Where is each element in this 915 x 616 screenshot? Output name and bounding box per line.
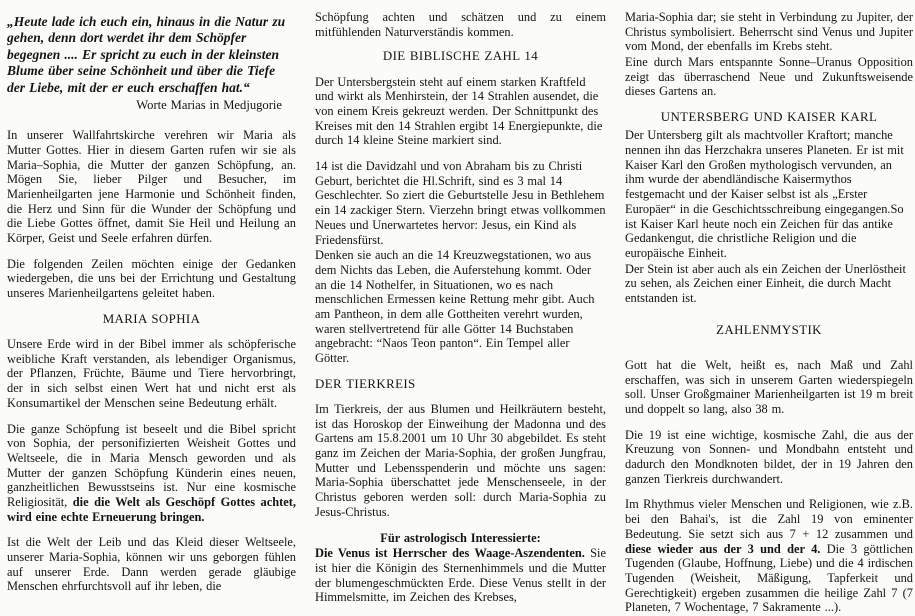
section-heading [625, 110, 913, 125]
section-heading [7, 312, 296, 327]
text-run: MARIA SOPHIA [102, 311, 201, 326]
column-right [625, 10, 913, 616]
text-run: Der Untersberg gilt als machtvoller Kraftort; manche nennen ihn das Herzchakra unseres Planeten. Er ist mit Kaiser Karl den Großen mythologisch vervunden, an ihm wurde der abendländische Kaisermythos festgemacht und der Kaiser selbst ist als „Erster Europäer“ in die Geschichtsschreibung eingegangen.So ist Kaiser Karl heute noch ein Zeichen für das antike Gedankengut, die christliche Religion und die europäische Einheit. [625, 128, 904, 260]
paragraph [625, 497, 913, 615]
text-run: Worte Marias in Medjugorie [136, 98, 282, 113]
text-run: ZAHLENMYSTIK [716, 322, 822, 337]
text-run: Ist die Welt der Leib und das Kleid dieser Weltseele, unserer Maria-Sophia, können wir uns geborgen fühlen auf unserer Erde. Dann werden gerade gläubige Menschen ehrfurchtsvoll auf ihr leben, die [7, 535, 296, 594]
paragraph [315, 10, 606, 39]
paragraph [7, 535, 296, 594]
paragraph [315, 75, 606, 148]
text-run: „Heute lade ich euch ein, hinaus in die Natur zu gehen, denn dort werdet ihr dem Schöpfer begegnen .... Er spricht zu euch in der kleinsten Blume über seine Schönheit und über die Tiefe der Liebe, mit der er euch erschaffen hat.“ [7, 14, 286, 95]
text-run: In unserer Wallfahrtskirche verehren wir Maria als Mutter Gottes. Hier in diesem Garten rufen wir sie als Maria–Sophia, die Mutter der ganzen Schöpfung, an. Mögen Sie, lieber Pilger und Besucher, im Marienheilgarten jene Harmonie und Schönheit finden, die Herz und Sinn für die Wunder der Schöpfung und die Liebe Gottes öffnet, damit Sie Heil und Heilung an Körper, Geist und Seele erfahren dürfen. [7, 128, 296, 246]
bold-text-run: Die Venus ist Herrscher des Waage-Aszendenten. [315, 546, 585, 561]
text-run: 14 ist die Davidzahl und von Abraham bis zu Christi Geburt, berichtet die Hl.Schrift, sind es 3 mal 14 Geschlechter. So ziert die Geburtstelle Jesu in Bethlehem ein 14 zackiger Stern. Vierzehn bringt etwas vollkommen Neues und Unerwartetes hervor: Jesus, ein Kind als Friedensfürst. [315, 159, 606, 247]
paragraph [315, 402, 606, 520]
bold-text-run: diese wieder aus der 3 und der 4. [625, 541, 821, 556]
paragraph [315, 546, 606, 605]
column-left [7, 10, 296, 616]
text-run: Für astrologisch Interessierte: [380, 530, 541, 545]
lead-line [315, 531, 606, 546]
text-run: Der Untersbergstein steht auf einem starken Kraftfeld und wirkt als Menhirstein, der 14 Strahlen ausendet, die von einem Kreis gekreuzt werden. Der Schnittpunkt des Kreises mit den 14 Strahlen ergibt 14 Energiepunkte, die durch 14 kleine Steine markiert sind. [315, 74, 603, 148]
text-run: Die folgenden Zeilen möchten einige der Gedanken wiedergeben, die uns bei der Errichtung und Gestaltung unseres Marienheilgartens geleitet haben. [7, 256, 296, 301]
paragraph [7, 422, 296, 525]
text-run: Gott hat die Welt, heißt es, nach Maß und Zahl erschaffen, was sich in unserem Garten wiederspiegeln soll. Unser Großgmainer Marienheilgarten ist 19 m breit und doppelt so lang, also 38 m. [625, 357, 913, 416]
paragraph [315, 159, 606, 247]
text-run: UNTERSBERG UND KAISER KARL [660, 110, 878, 125]
paragraph [625, 10, 913, 54]
paragraph [7, 128, 296, 246]
text-run: Sie ist hier die Königin des Sternenhimmels und die Mutter der blumengeschmückten Erde. Diese Venus stellt in der Himmelsmitte, im Zeichen des Krebses, [315, 546, 606, 605]
column-middle [315, 10, 606, 616]
text-run: Der Stein ist aber auch als ein Zeichen der Unerlöstheit zu sehen, als Zeichen einer Einheit, die durch Macht entstanden ist. [625, 261, 906, 305]
paragraph [625, 428, 913, 487]
paragraph [625, 128, 913, 260]
section-heading [625, 323, 913, 338]
text-run: Denken sie auch an die 14 Kreuzwegstationen, wo aus dem Nichts das Leben, die Auferstehung kommt. Oder an die 14 Nothelfer, in Situationen, wo es nach menschlichen Ermessen keine Rettung mehr gibt. Auch am Pantheon, in dem alle Gottheiten verehrt wurden, waren stellvertretend für alle Götter 14 Buchstaben angebracht: “Naos Teon panton“. Ein Tempel aller Götter. [315, 248, 595, 366]
text-run: Die 19 ist eine wichtige, kosmische Zahl, die aus der Kreuzung von Sonnen- und Mondbahn entsteht und dadurch den Mondknoten bildet, der in 19 Jahren den ganzen Tierkreis durchwandert. [625, 427, 913, 486]
text-run: Schöpfung achten und schätzen und zu einem mitfühlenden Naturverständis kommen. [315, 10, 606, 39]
paragraph [315, 248, 606, 366]
paragraph [625, 262, 913, 306]
bold-text-run: die die Welt als Geschöpf Gottes achtet, wird eine echte Erneuerung bringen. [7, 494, 296, 524]
text-run: DIE BIBLISCHE ZAHL 14 [382, 49, 539, 64]
section-heading [315, 377, 606, 392]
text-run: Im Tierkreis, der aus Blumen und Heilkräutern besteht, ist das Horoskop der Einweihung der Madonna und des Gartens am 15.8.2001 um 10 Uhr 30 abgebildet. Es steht ganz im Zeichen der Maria-Sophia, der großen Jungfrau, Mutter und Lebensspenderin und möchte uns sagen: Maria-Sophia überschattet jede Menschenseele, in der Christus geboren werden soll: durch Maria-Sophia zu Jesus-Christus. [315, 402, 606, 519]
text-run: Maria-Sophia dar; sie steht in Verbindung zu Jupiter, der Christus symbolisiert. Beherrscht sind Venus und Jupiter vom Mond, der ebenfalls im Krebs steht. [625, 10, 913, 54]
paragraph [625, 358, 913, 417]
paragraph [7, 337, 296, 410]
quote-attribution [7, 98, 296, 113]
text-run: Im Rhythmus vieler Menschen und Religionen, wie z.B. bei den Bahai's, ist die Zahl 19 von eminenter Bedeutung. Sie setzt sich aus 7 + 12 zusammen und [625, 497, 913, 541]
paragraph [625, 55, 913, 99]
opening-quote [7, 14, 296, 96]
text-run: Die ganze Schöpfung ist beseelt und die Bibel spricht von Sophia, der personifizierten Weisheit Gottes und Weltseele, die in Maria Mensch geworden und als Mutter der ganzen Schöpfung Künderin eines neuen, ganzheitlichen Bewusstseins ist. Nur eine kosmische Religiosität, [7, 421, 296, 509]
text-run: DER TIERKREIS [315, 376, 416, 391]
text-run: Unsere Erde wird in der Bibel immer als schöpferische weibliche Kraft verstanden, als lebendiger Organismus, der Pflanzen, Früchte, Bäume und Tiere hervorbringt, der in sich selbst einen Wert hat und nicht erst als Konsumartikel der Menschen seine Bedeutung erhält. [7, 337, 296, 410]
paragraph [7, 257, 296, 301]
text-run: Die 3 göttlichen Tugenden (Glaube, Hoffnung, Liebe) und die 4 irdischen Tugenden (Weisheit, Mäßigung, Tapferkeit und Gerechtigkeit) ergeben zusammen die heilige Zahl 7 (7 Planeten, 7 Wochentage, 7 Sakramente ...). [625, 541, 913, 615]
section-heading [315, 49, 606, 64]
text-run: Eine durch Mars entspannte Sonne–Uranus Opposition zeigt das überraschend Neue und Zukunftsweisende dieses Gartens an. [625, 55, 913, 99]
